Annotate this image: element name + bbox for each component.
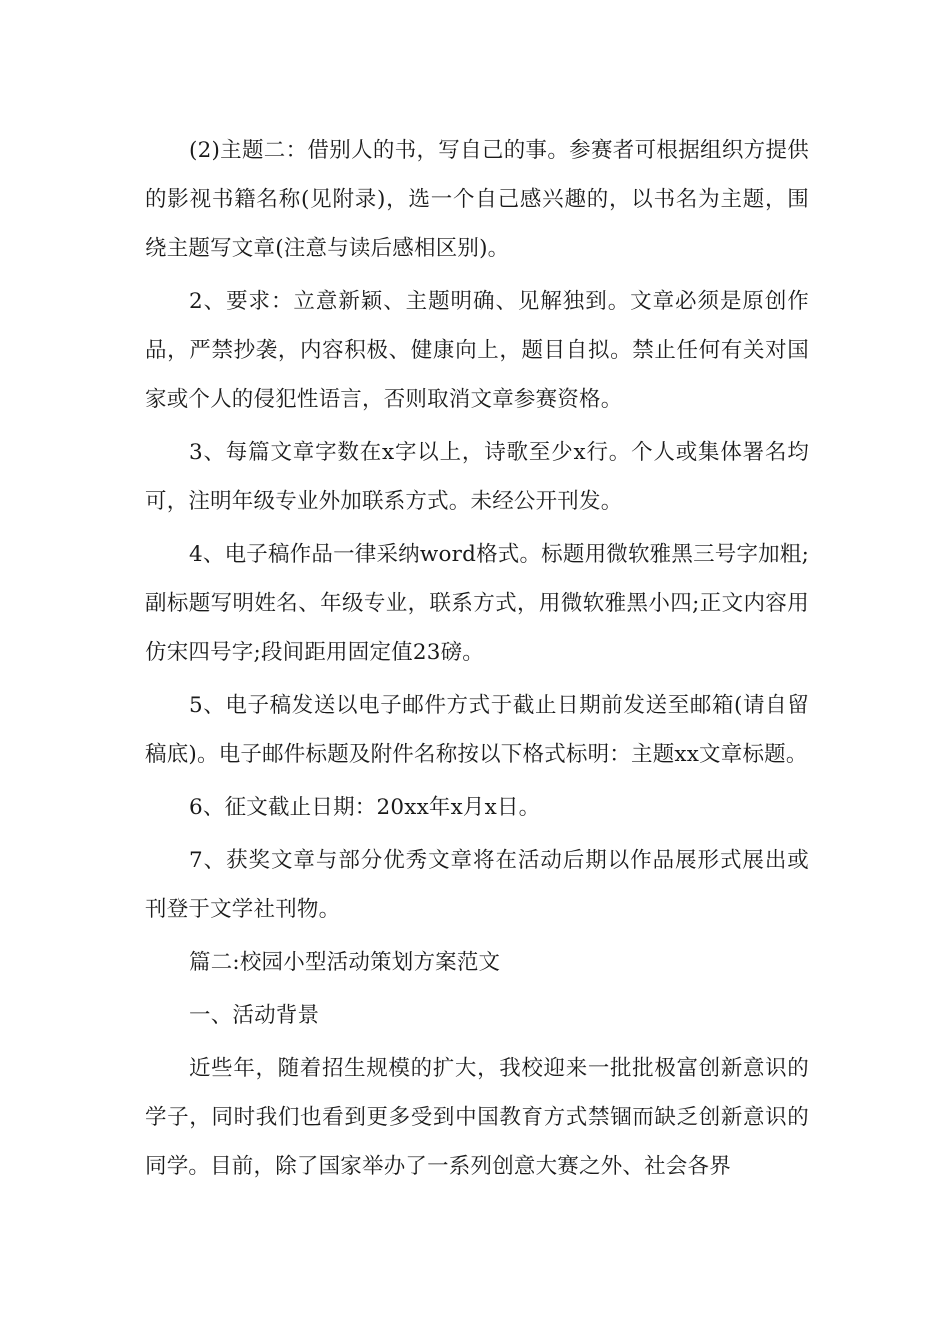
document-body (145, 126, 809, 1195)
heading-activity-background: 一、活动背景 (189, 1003, 320, 1028)
paragraph-email-submission: 5、电子稿发送以电子邮件方式于截止日期前发送至邮箱(请自留稿底)。电子邮件标题及附件名称按以下格式标明：主题xx文章标题。 (145, 693, 809, 767)
paragraph-format: 4、电子稿作品一律采纳word格式。标题用微软雅黑三号字加粗;副标题写明姓名、年级专业，联系方式，用微软雅黑小四;正文内容用仿宋四号字;段间距用固定值23磅。 (145, 542, 810, 665)
paragraph-deadline: 6、征文截止日期：20xx年x月x日。 (189, 795, 541, 820)
paragraph-award-display: 7、获奖文章与部分优秀文章将在活动后期以作品展形式展出或刊登于文学社刊物。 (145, 848, 809, 922)
paragraph-requirements: 2、要求：立意新颖、主题明确、见解独到。文章必须是原创作品，严禁抄袭，内容积极、健康向上，题目自拟。禁止任何有关对国家或个人的侵犯性语言，否则取消文章参赛资格。 (145, 289, 809, 412)
section-title-part-two: 篇二:校园小型活动策划方案范文 (189, 950, 501, 975)
paragraph-word-count: 3、每篇文章字数在x字以上，诗歌至少x行。个人或集体署名均可，注明年级专业外加联系方式。未经公开刊发。 (145, 440, 809, 514)
paragraph-theme-two: (2)主题二：借别人的书，写自己的事。参赛者可根据组织方提供的影视书籍名称(见附录)，选一个自己感兴趣的，以书名为主题，围绕主题写文章(注意与读后感相区别)。 (145, 138, 809, 261)
paragraph-background-text: 近些年，随着招生规模的扩大，我校迎来一批批极富创新意识的学子，同时我们也看到更多受到中国教育方式禁锢而缺乏创新意识的同学。目前，除了国家举办了一系列创意大赛之外、社会各界 (145, 1056, 809, 1179)
